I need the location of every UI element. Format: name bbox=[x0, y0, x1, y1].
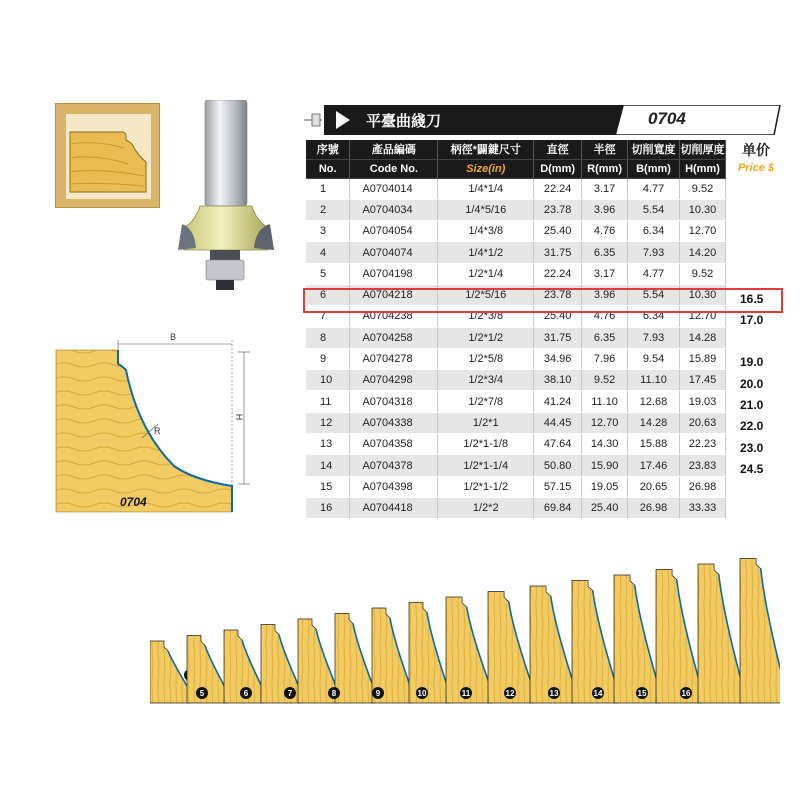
row-no: 6 bbox=[306, 284, 350, 305]
row-r: 6.35 bbox=[582, 242, 628, 263]
profile-number: 8 bbox=[331, 689, 337, 698]
row-h: 9.52 bbox=[680, 263, 726, 284]
row-d: 25.40 bbox=[534, 306, 582, 327]
row-size: 1/2*1-1/2 bbox=[438, 476, 534, 497]
row-h: 14.20 bbox=[680, 242, 726, 263]
row-size: 1/2*7/8 bbox=[438, 391, 534, 412]
row-d: 31.75 bbox=[534, 327, 582, 348]
row-no: 10 bbox=[306, 370, 350, 391]
price-header-cn: 单价 bbox=[742, 143, 770, 159]
price-value: 16.5 bbox=[740, 291, 764, 306]
table-row bbox=[306, 242, 726, 263]
profile-thumbnail bbox=[55, 103, 160, 208]
header-d-cn: 直徑 bbox=[534, 140, 582, 159]
row-h: 10.30 bbox=[680, 284, 726, 305]
row-d: 57.15 bbox=[534, 476, 582, 497]
row-no: 2 bbox=[306, 199, 350, 220]
row-no: 3 bbox=[306, 221, 350, 242]
row-d: 22.24 bbox=[534, 263, 582, 284]
row-r: 3.96 bbox=[582, 284, 628, 305]
row-r: 19.05 bbox=[582, 476, 628, 497]
profile-lineup bbox=[150, 545, 780, 705]
row-no: 9 bbox=[306, 348, 350, 369]
row-size: 1/4*1/2 bbox=[438, 242, 534, 263]
row-b: 4.77 bbox=[628, 178, 680, 199]
row-size: 1/2*3/4 bbox=[438, 370, 534, 391]
header-no-cn: 序號 bbox=[306, 140, 350, 159]
row-d: 50.80 bbox=[534, 455, 582, 476]
row-no: 16 bbox=[306, 497, 350, 518]
profile-number: 16 bbox=[681, 689, 691, 698]
row-r: 4.76 bbox=[582, 306, 628, 327]
row-b: 14.28 bbox=[628, 412, 680, 433]
price-value: 23.0 bbox=[740, 440, 764, 455]
row-d: 31.75 bbox=[534, 242, 582, 263]
row-d: 25.40 bbox=[534, 221, 582, 242]
header-code-en: Code No. bbox=[350, 159, 438, 178]
row-size: 1/2*1/4 bbox=[438, 263, 534, 284]
row-d: 44.45 bbox=[534, 412, 582, 433]
row-h: 23.83 bbox=[680, 455, 726, 476]
table-row bbox=[306, 391, 726, 412]
row-r: 9.52 bbox=[582, 370, 628, 391]
row-code: A0704318 bbox=[350, 391, 438, 412]
row-b: 15.88 bbox=[628, 434, 680, 455]
row-size: 1/4*3/8 bbox=[438, 221, 534, 242]
table-row bbox=[306, 434, 726, 455]
price-value: 19.0 bbox=[740, 355, 764, 370]
label-h: H bbox=[234, 413, 245, 421]
row-code: A0704418 bbox=[350, 497, 438, 518]
price-header-en: Price $ bbox=[737, 162, 775, 174]
product-code: 0704 bbox=[648, 109, 686, 128]
header-b-en: B(mm) bbox=[628, 159, 680, 178]
row-no: 14 bbox=[306, 455, 350, 476]
row-h: 12.70 bbox=[680, 306, 726, 327]
price-value: 22.0 bbox=[740, 419, 764, 434]
header-code-cn: 產品編碼 bbox=[350, 140, 438, 159]
row-b: 7.93 bbox=[628, 327, 680, 348]
row-code: A0704298 bbox=[350, 370, 438, 391]
table-row bbox=[306, 327, 726, 348]
label-r: R bbox=[154, 426, 161, 436]
row-d: 34.96 bbox=[534, 348, 582, 369]
row-size: 1/2*5/16 bbox=[438, 284, 534, 305]
row-code: A0704238 bbox=[350, 306, 438, 327]
profile-number: 12 bbox=[505, 689, 515, 698]
row-b: 17.46 bbox=[628, 455, 680, 476]
row-d: 47.64 bbox=[534, 434, 582, 455]
row-r: 6.35 bbox=[582, 327, 628, 348]
row-b: 4.77 bbox=[628, 263, 680, 284]
header-b-cn: 切削寬度 bbox=[628, 140, 680, 159]
profile-number: 11 bbox=[461, 689, 471, 698]
row-no: 13 bbox=[306, 434, 350, 455]
row-no: 12 bbox=[306, 412, 350, 433]
row-r: 7.96 bbox=[582, 348, 628, 369]
row-b: 6.34 bbox=[628, 221, 680, 242]
row-size: 1/2*5/8 bbox=[438, 348, 534, 369]
row-d: 69.84 bbox=[534, 497, 582, 518]
profile-number: 9 bbox=[375, 689, 381, 698]
row-b: 5.54 bbox=[628, 284, 680, 305]
header-d-en: D(mm) bbox=[534, 159, 582, 178]
row-d: 22.24 bbox=[534, 178, 582, 199]
row-b: 20.65 bbox=[628, 476, 680, 497]
row-code: A0704218 bbox=[350, 284, 438, 305]
header-r-en: R(mm) bbox=[582, 159, 628, 178]
profile-number: 13 bbox=[549, 689, 559, 698]
row-no: 1 bbox=[306, 178, 350, 199]
row-no: 5 bbox=[306, 263, 350, 284]
profile-number: 10 bbox=[417, 689, 427, 698]
row-r: 12.70 bbox=[582, 412, 628, 433]
row-code: A0704054 bbox=[350, 221, 438, 242]
row-size: 1/2*1/2 bbox=[438, 327, 534, 348]
profile-number: 7 bbox=[287, 689, 293, 698]
label-b: B bbox=[170, 332, 177, 342]
row-code: A0704338 bbox=[350, 412, 438, 433]
profile-number: 15 bbox=[637, 689, 647, 698]
row-size: 1/4*1/4 bbox=[438, 178, 534, 199]
table-row bbox=[306, 199, 726, 220]
row-r: 25.40 bbox=[582, 497, 628, 518]
row-size: 1/2*1-1/4 bbox=[438, 455, 534, 476]
product-title: 平臺曲綫刀 bbox=[366, 112, 442, 130]
row-b: 9.54 bbox=[628, 348, 680, 369]
table-row bbox=[306, 455, 726, 476]
table-row bbox=[306, 476, 726, 497]
row-d: 38.10 bbox=[534, 370, 582, 391]
row-size: 1/2*3/8 bbox=[438, 306, 534, 327]
row-h: 9.52 bbox=[680, 178, 726, 199]
row-no: 8 bbox=[306, 327, 350, 348]
row-h: 22.23 bbox=[680, 434, 726, 455]
row-r: 11.10 bbox=[582, 391, 628, 412]
row-code: A0704258 bbox=[350, 327, 438, 348]
profile-number: 5 bbox=[199, 689, 205, 698]
row-size: 1/2*1-1/8 bbox=[438, 434, 534, 455]
row-code: A0704398 bbox=[350, 476, 438, 497]
row-r: 4.76 bbox=[582, 221, 628, 242]
row-code: A0704198 bbox=[350, 263, 438, 284]
highlighted-row-outline bbox=[303, 288, 783, 313]
row-h: 10.30 bbox=[680, 199, 726, 220]
profile-diagram bbox=[54, 330, 264, 516]
row-size: 1/2*1 bbox=[438, 412, 534, 433]
row-r: 15.90 bbox=[582, 455, 628, 476]
header-h-en: H(mm) bbox=[680, 159, 726, 178]
table-row bbox=[306, 370, 726, 391]
row-h: 26.98 bbox=[680, 476, 726, 497]
row-b: 6.34 bbox=[628, 306, 680, 327]
row-no: 15 bbox=[306, 476, 350, 497]
row-r: 3.96 bbox=[582, 199, 628, 220]
row-no: 7 bbox=[306, 306, 350, 327]
price-value: 17.0 bbox=[740, 312, 764, 327]
header-h-cn: 切削厚度 bbox=[680, 140, 726, 159]
row-code: A0704378 bbox=[350, 455, 438, 476]
router-bit-image bbox=[170, 100, 290, 310]
profile-number: 14 bbox=[593, 689, 603, 698]
header-r-cn: 半徑 bbox=[582, 140, 628, 159]
row-code: A0704074 bbox=[350, 242, 438, 263]
row-no: 4 bbox=[306, 242, 350, 263]
row-h: 12.70 bbox=[680, 221, 726, 242]
row-code: A0704278 bbox=[350, 348, 438, 369]
row-code: A0704358 bbox=[350, 434, 438, 455]
row-r: 3.17 bbox=[582, 263, 628, 284]
price-value: 24.5 bbox=[740, 461, 764, 476]
row-h: 14.28 bbox=[680, 327, 726, 348]
row-r: 14.30 bbox=[582, 434, 628, 455]
header-size-cn: 柄徑*闢鍵尺寸 bbox=[438, 140, 534, 159]
row-d: 23.78 bbox=[534, 199, 582, 220]
row-b: 5.54 bbox=[628, 199, 680, 220]
table-row bbox=[306, 178, 726, 199]
row-b: 12.68 bbox=[628, 391, 680, 412]
row-h: 19.03 bbox=[680, 391, 726, 412]
row-b: 11.10 bbox=[628, 370, 680, 391]
header-no-en: No. bbox=[306, 159, 350, 178]
table-row bbox=[306, 221, 726, 242]
row-code: A0704034 bbox=[350, 199, 438, 220]
table-row bbox=[306, 348, 726, 369]
table-row bbox=[306, 263, 726, 284]
row-size: 1/2*2 bbox=[438, 497, 534, 518]
row-h: 17.45 bbox=[680, 370, 726, 391]
diagram-code: 0704 bbox=[120, 495, 147, 509]
table-row bbox=[306, 497, 726, 518]
row-b: 7.93 bbox=[628, 242, 680, 263]
table-row bbox=[306, 412, 726, 433]
product-title-bar bbox=[304, 105, 784, 135]
row-h: 15.89 bbox=[680, 348, 726, 369]
row-r: 3.17 bbox=[582, 178, 628, 199]
profile-number: 6 bbox=[243, 689, 249, 698]
row-d: 41.24 bbox=[534, 391, 582, 412]
price-header bbox=[728, 140, 784, 180]
row-no: 11 bbox=[306, 391, 350, 412]
spec-table bbox=[306, 140, 726, 519]
header-size-en: Size(in) bbox=[438, 159, 534, 178]
row-code: A0704014 bbox=[350, 178, 438, 199]
price-value: 20.0 bbox=[740, 376, 764, 391]
price-value: 21.0 bbox=[740, 398, 764, 412]
row-b: 26.98 bbox=[628, 497, 680, 518]
row-h: 33.33 bbox=[680, 497, 726, 518]
row-h: 20.63 bbox=[680, 412, 726, 433]
row-d: 23.78 bbox=[534, 284, 582, 305]
row-size: 1/4*5/16 bbox=[438, 199, 534, 220]
